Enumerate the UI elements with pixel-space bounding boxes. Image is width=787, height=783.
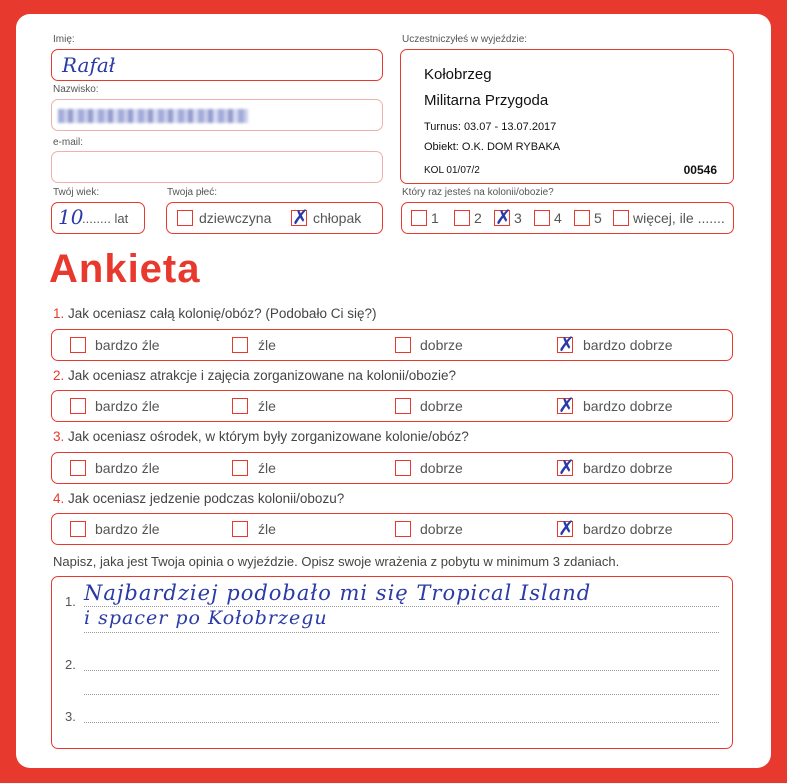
email-field[interactable] (51, 151, 383, 183)
q3-checkbox-dobrze[interactable] (395, 460, 411, 476)
ktory-raz-checkbox-5[interactable] (574, 210, 590, 226)
q1-checkbox-dobrze[interactable] (395, 337, 411, 353)
ktory-raz-option-wiecej: więcej, ile ....... (633, 210, 725, 226)
plec-label: Twoja płeć: (167, 187, 218, 198)
wiek-value: 10 (58, 205, 84, 229)
question-4-text: Jak oceniasz jedzenie podczas kolonii/obozu? (68, 491, 345, 506)
q1-option-bardzo-dobrze: bardzo dobrze (583, 337, 673, 353)
wiek-field[interactable] (51, 202, 145, 234)
q2-option-bardzo-dobrze: bardzo dobrze (583, 398, 673, 414)
q4-option-zle: źle (258, 521, 276, 537)
trip-code: KOL 01/07/2 (424, 165, 480, 176)
ktory-raz-option-1: 1 (431, 210, 439, 226)
nazwisko-field[interactable] (51, 99, 383, 131)
ktory-raz-checkbox-3[interactable] (494, 210, 510, 226)
q1-option-dobrze: dobrze (420, 337, 463, 353)
imie-label: Imię: (53, 34, 75, 45)
q3-checkbox-bardzo-zle[interactable] (70, 460, 86, 476)
plec-option-dziewczyna: dziewczyna (199, 210, 272, 226)
trip-name: Militarna Przygoda (424, 92, 549, 109)
q2-checkbox-bardzo-dobrze[interactable] (557, 398, 573, 414)
ktory-raz-option-4: 4 (554, 210, 562, 226)
trip-turnus: Turnus: 03.07 - 13.07.2017 (424, 121, 557, 133)
opinion-prompt: Napisz, jaka jest Twoja opinia o wyjeździe. Opisz swoje wrażenia z pobytu w minimum 3 zdaniach. (53, 554, 620, 569)
q4-checkbox-bardzo-dobrze[interactable] (557, 521, 573, 537)
q2-option-bardzo-zle: bardzo źle (95, 398, 160, 414)
nazwisko-label: Nazwisko: (53, 84, 99, 95)
question-3 (53, 429, 469, 444)
q4-option-bardzo-dobrze: bardzo dobrze (583, 521, 673, 537)
q2-option-dobrze: dobrze (420, 398, 463, 414)
ktory-raz-checkbox-1[interactable] (411, 210, 427, 226)
question-1-text: Jak oceniasz całą kolonię/obóz? (Podobało Ci się?) (68, 306, 377, 321)
q3-checkbox-zle[interactable] (232, 460, 248, 476)
q3-option-bardzo-dobrze: bardzo dobrze (583, 460, 673, 476)
question-1-number: 1. (53, 306, 65, 321)
opinion-number-1: 1. (65, 594, 76, 609)
q1-checkbox-zle[interactable] (232, 337, 248, 353)
opinion-line-dots (84, 632, 719, 633)
plec-checkbox-dziewczyna[interactable] (177, 210, 193, 226)
q1-checkbox-bardzo-dobrze[interactable] (557, 337, 573, 353)
plec-field (166, 202, 383, 234)
q4-option-dobrze: dobrze (420, 521, 463, 537)
answer-row-2 (51, 390, 733, 422)
question-2 (53, 368, 456, 383)
wiek-unit: ........ lat (82, 211, 129, 226)
q4-checkbox-zle[interactable] (232, 521, 248, 537)
trip-number: 00546 (683, 163, 717, 177)
answer-row-4 (51, 513, 733, 545)
ktory-raz-checkbox-wiecej[interactable] (613, 210, 629, 226)
plec-checkbox-chlopak[interactable] (291, 210, 307, 226)
trip-city: Kołobrzeg (424, 66, 492, 83)
ktory-raz-checkbox-4[interactable] (534, 210, 550, 226)
q2-checkbox-zle[interactable] (232, 398, 248, 414)
q3-checkbox-bardzo-dobrze[interactable] (557, 460, 573, 476)
q3-option-bardzo-zle: bardzo źle (95, 460, 160, 476)
ktory-raz-field (401, 202, 734, 234)
ktory-raz-checkbox-2[interactable] (454, 210, 470, 226)
question-4-number: 4. (53, 491, 65, 506)
question-2-number: 2. (53, 368, 65, 383)
opinion-line-dots (84, 722, 719, 723)
q4-checkbox-bardzo-zle[interactable] (70, 521, 86, 537)
ktory-raz-label: Który raz jesteś na kolonii/obozie? (402, 187, 554, 198)
q4-option-bardzo-zle: bardzo źle (95, 521, 160, 537)
survey-title: Ankieta (49, 247, 201, 291)
answer-row-1 (51, 329, 733, 361)
trip-label: Uczestniczyłeś w wyjeździe: (402, 34, 528, 45)
plec-option-chlopak: chłopak (313, 210, 362, 226)
q3-option-zle: źle (258, 460, 276, 476)
imie-field[interactable] (51, 49, 383, 81)
opinion-line-2: i spacer po Kołobrzegu (84, 607, 328, 629)
wiek-label: Twój wiek: (53, 187, 100, 198)
opinion-number-3: 3. (65, 709, 76, 724)
opinion-line-1: Najbardziej podobało mi się Tropical Island (84, 581, 592, 605)
q2-checkbox-dobrze[interactable] (395, 398, 411, 414)
opinion-line-dots (84, 694, 719, 695)
redacted-surname (58, 109, 248, 123)
answer-row-3 (51, 452, 733, 484)
trip-box (400, 49, 734, 184)
q1-option-bardzo-zle: bardzo źle (95, 337, 160, 353)
q1-checkbox-bardzo-zle[interactable] (70, 337, 86, 353)
q4-checkbox-dobrze[interactable] (395, 521, 411, 537)
survey-sheet (16, 14, 771, 768)
question-4 (53, 491, 344, 506)
opinion-line-dots (84, 670, 719, 671)
q1-option-zle: źle (258, 337, 276, 353)
question-3-text: Jak oceniasz ośrodek, w którym były zorganizowane kolonie/obóz? (68, 429, 469, 444)
q2-option-zle: źle (258, 398, 276, 414)
question-3-number: 3. (53, 429, 65, 444)
q2-checkbox-bardzo-zle[interactable] (70, 398, 86, 414)
opinion-box[interactable] (51, 576, 733, 749)
question-1 (53, 306, 376, 321)
ktory-raz-option-5: 5 (594, 210, 602, 226)
email-label: e-mail: (53, 137, 84, 148)
imie-value: Rafał (62, 53, 116, 77)
trip-obiekt: Obiekt: O.K. DOM RYBAKA (424, 141, 561, 153)
question-2-text: Jak oceniasz atrakcje i zajęcia zorganizowane na kolonii/obozie? (68, 368, 457, 383)
ktory-raz-option-3: 3 (514, 210, 522, 226)
opinion-number-2: 2. (65, 657, 76, 672)
q3-option-dobrze: dobrze (420, 460, 463, 476)
ktory-raz-option-2: 2 (474, 210, 482, 226)
